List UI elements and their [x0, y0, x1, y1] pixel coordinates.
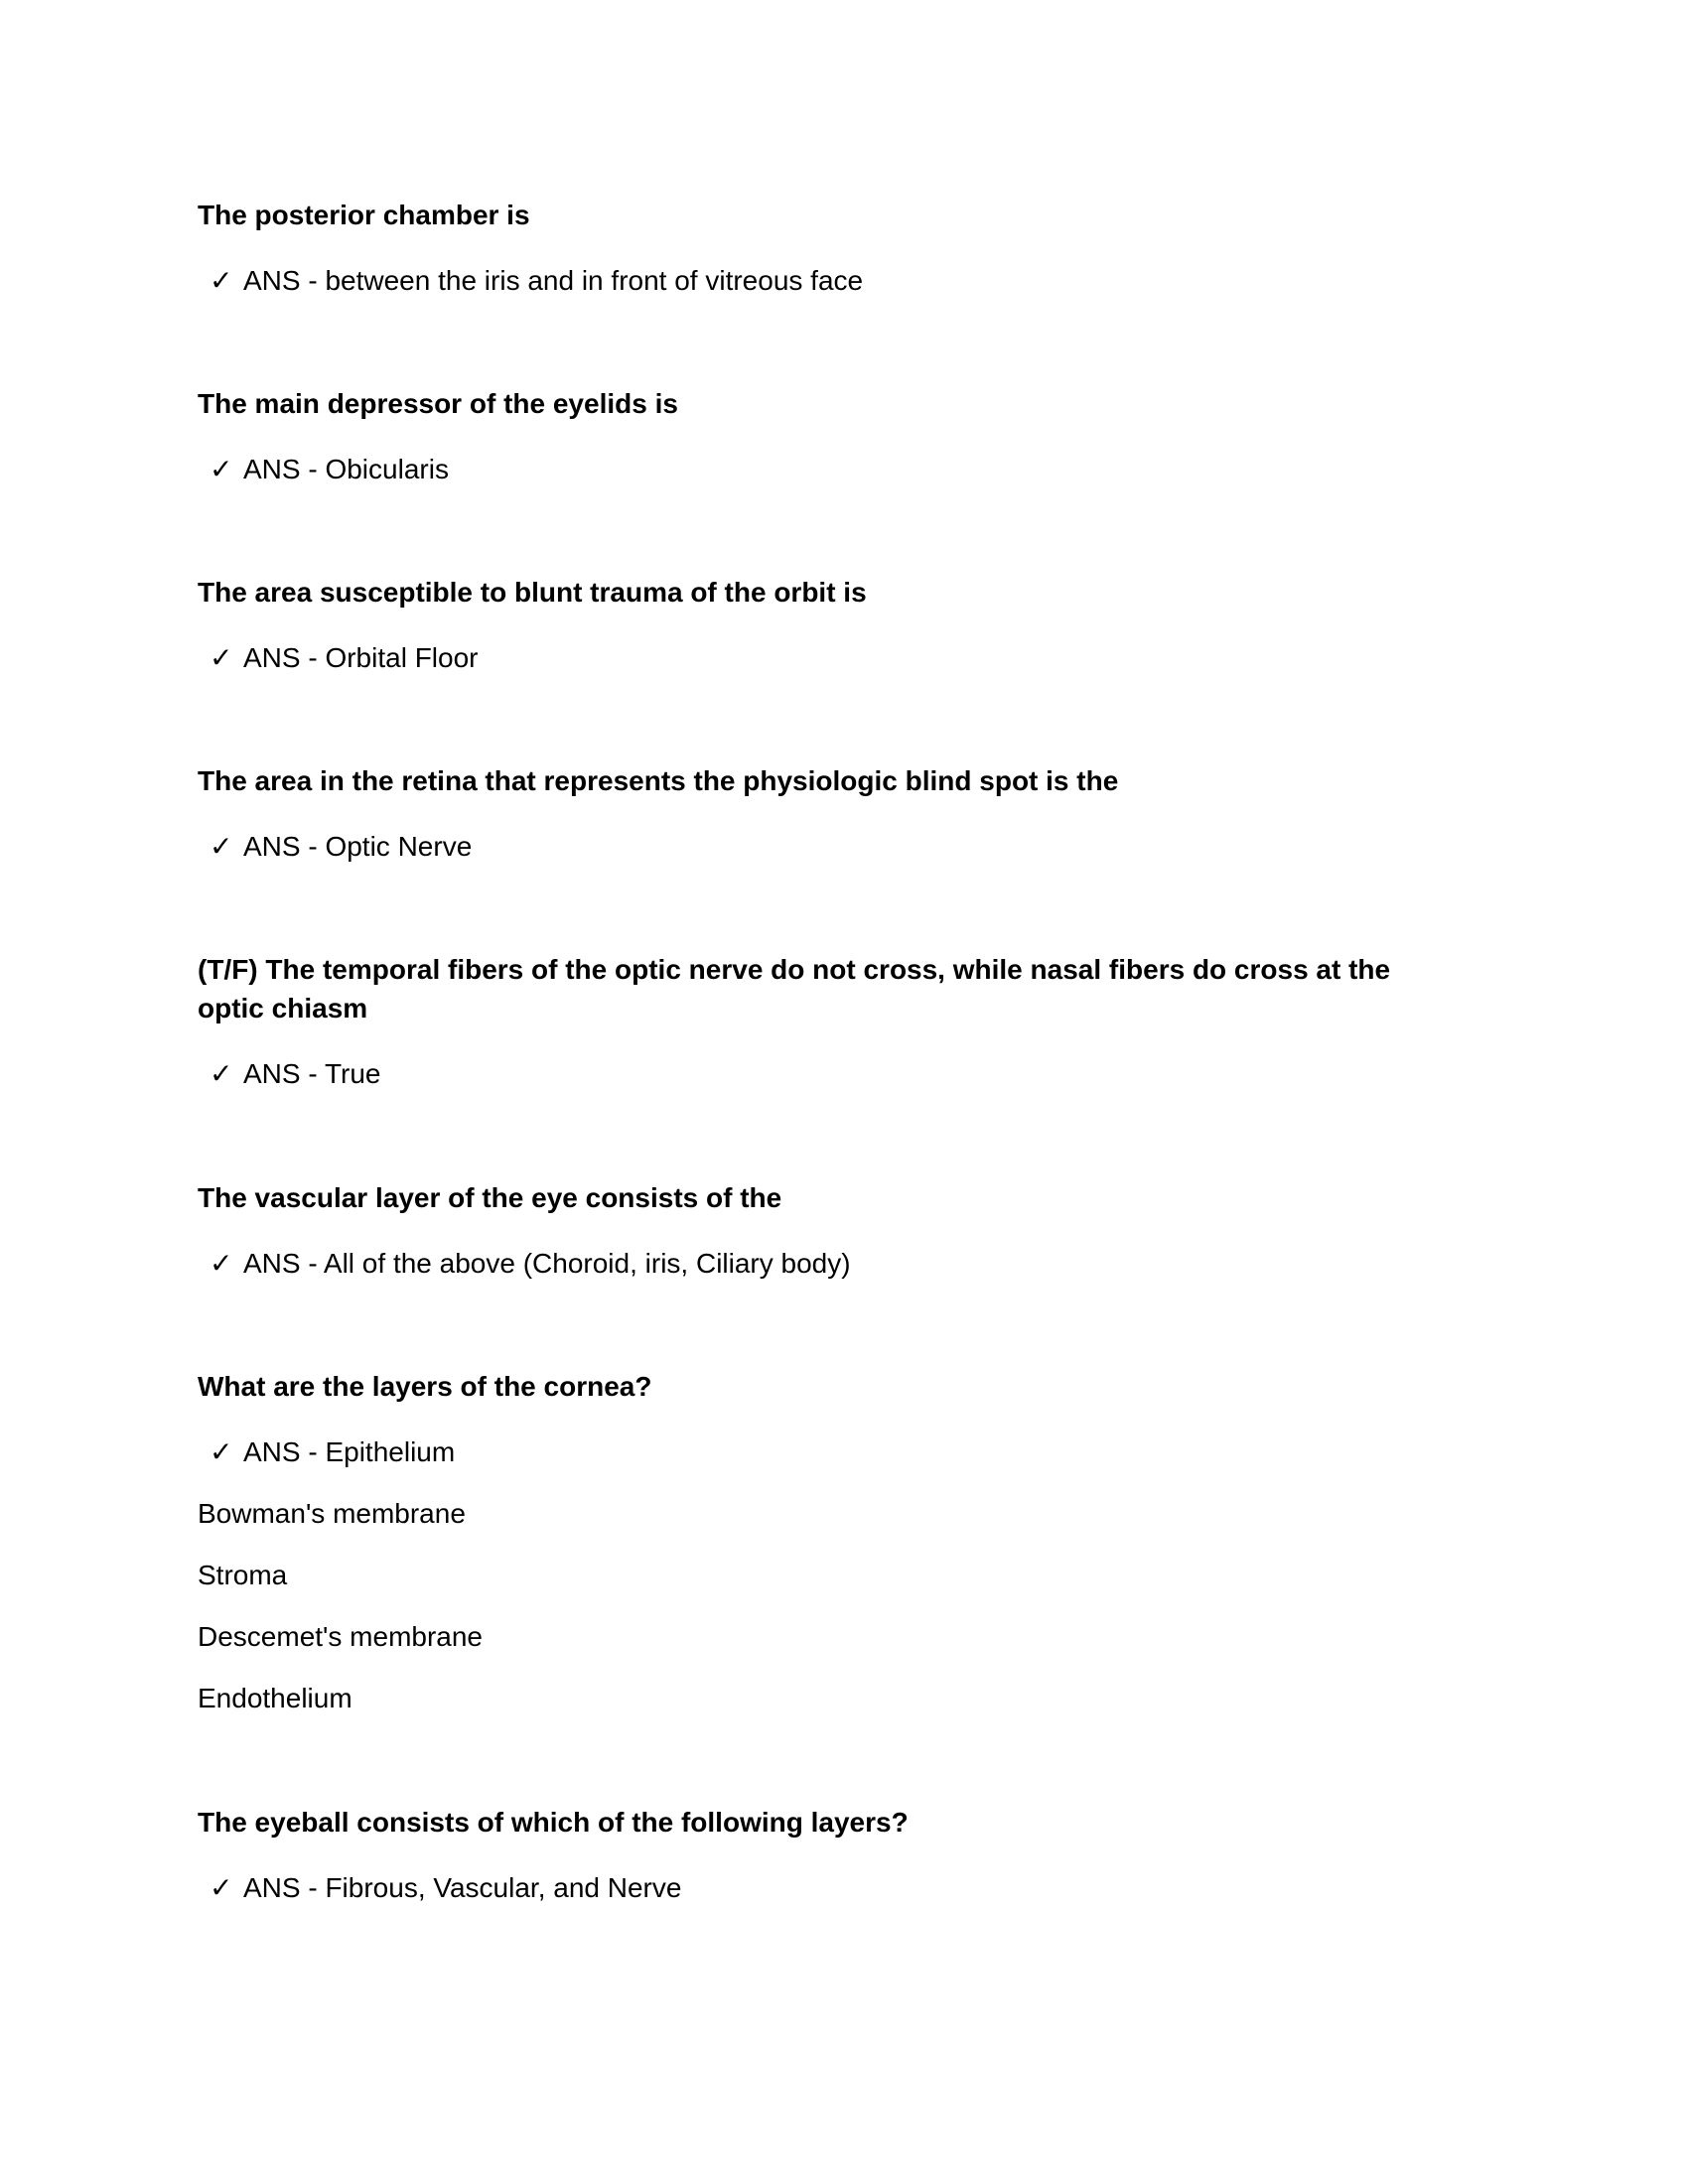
question-text: The area susceptible to blunt trauma of the orbit is	[198, 577, 867, 608]
checkmark-icon: ✓	[210, 1872, 233, 1903]
question-text: The posterior chamber is	[198, 200, 530, 230]
answer-line	[198, 827, 472, 866]
question-text: The main depressor of the eyelids is	[198, 388, 678, 419]
answer-continuation: Bowman's membrane	[198, 1498, 466, 1529]
answer-text: ANS - Obicularis	[243, 454, 449, 484]
qa-item	[198, 384, 1449, 484]
answer-line	[198, 261, 863, 300]
checkmark-icon: ✓	[210, 265, 233, 296]
qa-item	[198, 1367, 1449, 1467]
qa-item	[198, 950, 1449, 1089]
qa-item	[198, 1178, 1449, 1279]
answer-line	[198, 638, 479, 677]
answer-text: ANS - True	[243, 1058, 381, 1089]
answer-text: ANS - Fibrous, Vascular, and Nerve	[243, 1872, 682, 1903]
checkmark-icon: ✓	[210, 1248, 233, 1279]
answer-text: ANS - between the iris and in front of vitreous face	[243, 265, 864, 296]
qa-item	[198, 573, 1449, 673]
answer-line	[198, 1433, 455, 1471]
qa-item	[198, 761, 1449, 862]
answer-line	[198, 1244, 851, 1283]
answer-line	[198, 1054, 380, 1093]
checkmark-icon: ✓	[210, 642, 233, 673]
answer-continuation: Descemet's membrane	[198, 1621, 483, 1652]
checkmark-icon: ✓	[210, 1436, 233, 1467]
answer-line	[198, 450, 449, 488]
question-text: (T/F) The temporal fibers of the optic nerve do not cross, while nasal fibers do cross at the optic chiasm	[198, 954, 1391, 1024]
question-text: The eyeball consists of which of the following layers?	[198, 1807, 909, 1838]
answer-text: ANS - All of the above (Choroid, iris, Ciliary body)	[243, 1248, 851, 1279]
answer-line	[198, 1868, 681, 1907]
qa-item	[198, 1803, 1449, 1903]
question-text: The area in the retina that represents the physiologic blind spot is the	[198, 765, 1119, 796]
answer-text: ANS - Optic Nerve	[243, 831, 473, 862]
checkmark-icon: ✓	[210, 1058, 233, 1089]
checkmark-icon: ✓	[210, 454, 233, 484]
answer-continuation: Stroma	[198, 1560, 288, 1590]
checkmark-icon: ✓	[210, 831, 233, 862]
answer-text: ANS - Epithelium	[243, 1436, 456, 1467]
answer-continuation: Endothelium	[198, 1683, 352, 1713]
question-text: The vascular layer of the eye consists of the	[198, 1182, 782, 1213]
answer-text: ANS - Orbital Floor	[243, 642, 479, 673]
qa-item	[198, 196, 1449, 296]
question-text: What are the layers of the cornea?	[198, 1371, 652, 1402]
